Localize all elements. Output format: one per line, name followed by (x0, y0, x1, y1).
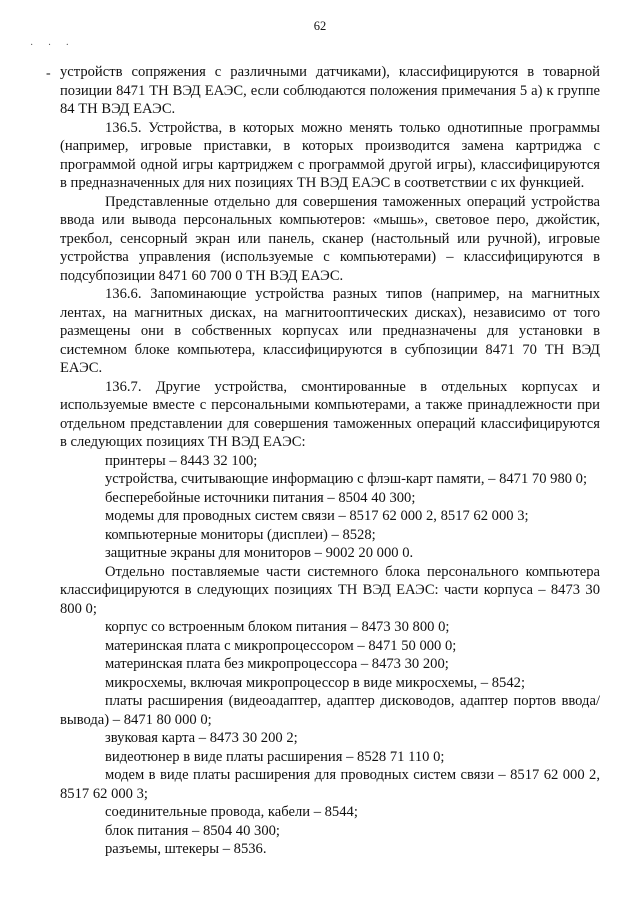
list-item: защитные экраны для мониторов – 9002 20 000 0. (105, 545, 414, 561)
list-item: материнская плата без микропроцессора – 8473 30 200; (105, 656, 449, 672)
paragraph-system-unit-parts: Отдельно поставляемые части системного блока персонального компьютера классифицируются в следующих позициях ТН ВЭД ЕАЭС: части корпуса – 8473 30 800 0; (60, 563, 600, 617)
paragraph-136-7: 136.7. Другие устройства, смонтированные в отдельных корпусах и используемые вместе с персональными компьютерами, а также принадлежности при отдельном представлении для совершения таможенных операций классифицируются в следующих позициях ТН ВЭД ЕАЭС: (60, 378, 600, 450)
list-item: микросхемы, включая микропроцессор в виде микросхемы, – 8542; (105, 674, 525, 691)
list-item: корпус со встроенным блоком питания – 8473 30 800 0; (105, 619, 450, 635)
list-item: модем в виде платы расширения для проводных систем связи – 8517 62 000 2, 8517 62 000 3; (60, 767, 600, 802)
list-item: компьютерные мониторы (дисплеи) – 8528; (105, 526, 376, 543)
list-item: материнская плата с микропроцессором – 8471 50 000 0; (105, 637, 457, 654)
document-body (60, 63, 600, 859)
list-item: блок питания – 8504 40 300; (105, 822, 280, 839)
margin-mark: - (46, 66, 51, 81)
list-item: видеотюнер в виде платы расширения – 8528 71 110 0; (105, 748, 445, 765)
list-item: бесперебойные источники питания – 8504 40 300; (105, 489, 416, 506)
list-item: принтеры – 8443 32 100; (105, 452, 258, 469)
list-item: соединительные провода, кабели – 8544; (105, 804, 358, 820)
paragraph-input-output-devices: Представленные отдельно для совершения таможенных операций устройства ввода или вывода персональных компьютеров: «мышь», световое перо, джойстик, трекбол, сенсорный экран или панель, сканер (настольный или ручной), игровые устройства управления (используемые с компьютерами) – классифицируются в подсубпозиции 8471 60 700 0 ТН ВЭД ЕАЭС. (60, 193, 600, 284)
list-item: платы расширения (видеоадаптер, адаптер дисководов, адаптер портов ввода/вывода) – 8471 80 000 0; (60, 693, 600, 728)
page-number: 62 (313, 19, 327, 33)
list-item: устройства, считывающие информацию с флэш-карт памяти, – 8471 70 980 0; (105, 471, 588, 487)
paragraph-136-5: 136.5. Устройства, в которых можно менять только однотипные программы (например, игровые приставки, в которых производится замена картриджа с программой одной игры картриджем с программой другой игры), классифицируются в предназначенных для них позициях ТН ВЭД ЕАЭС в соответствии с их функцией. (60, 119, 600, 191)
list-item: разъемы, штекеры – 8536. (105, 841, 267, 857)
paragraph-continuation: устройств сопряжения с различными датчиками), классифицируются в товарной позиции 8471 ТН ВЭД ЕАЭС, если соблюдаются положения примечания 5 а) к группе 84 ТН ВЭД ЕАЭС. (60, 64, 600, 117)
paragraph-136-6: 136.6. Запоминающие устройства разных типов (например, на магнитных лентах, на магнитных дисках, на магнитооптических дисках), независимо от того размещены они в собственных корпусах или предназначены для установки в системном блоке компьютера, классифицируются в субпозиции 8471 70 ТН ВЭД ЕАЭС. (60, 286, 600, 376)
list-item: звуковая карта – 8473 30 200 2; (105, 730, 298, 746)
list-item: модемы для проводных систем связи – 8517 62 000 2, 8517 62 000 3; (105, 508, 529, 524)
scan-specks: · · · (30, 40, 75, 51)
